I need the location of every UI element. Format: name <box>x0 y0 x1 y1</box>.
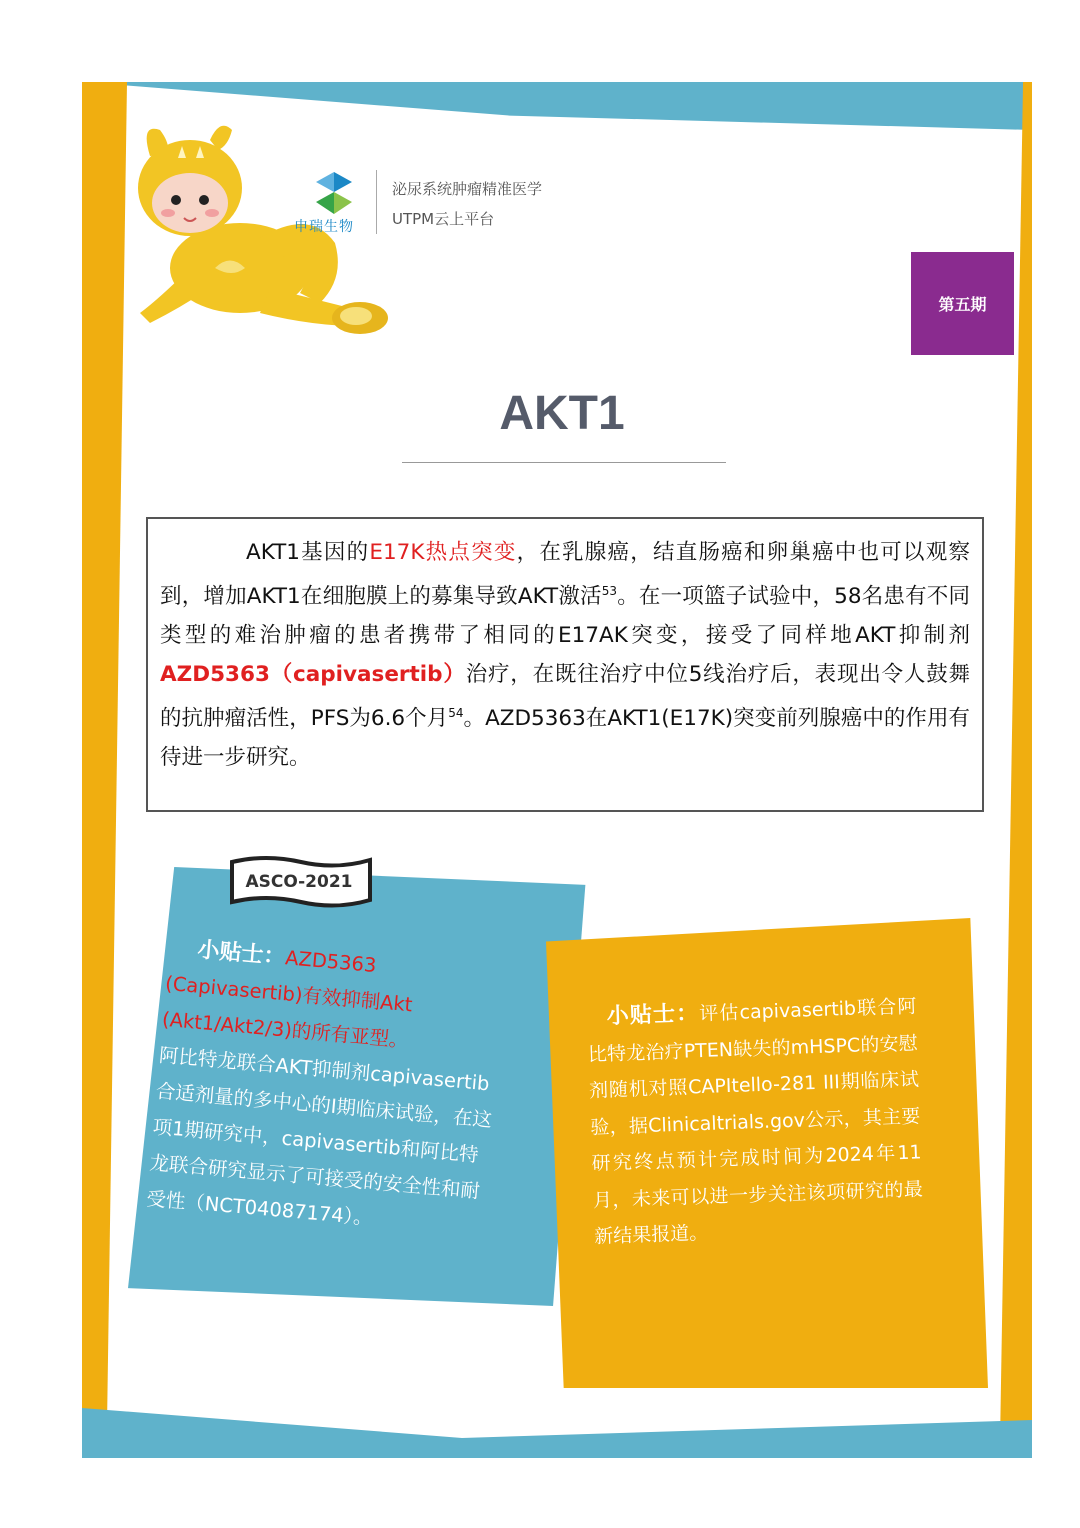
intro-text-box <box>146 517 984 812</box>
header-divider <box>376 170 377 234</box>
hotspot-mutation: E17K热点突变 <box>369 540 517 565</box>
asco-label: ASCO-2021 <box>245 872 353 892</box>
tip-card-left-text <box>145 930 509 1247</box>
tip-highlight: AZD5363 (Capivasertib)有效抑制Akt (Akt1/Akt2/3)的所有亚型。 <box>161 946 414 1053</box>
tip-heading: 小贴士： <box>605 1001 700 1030</box>
title-divider <box>402 462 726 463</box>
company-logo-icon <box>312 170 356 216</box>
intro-text: 治疗，在既往治疗中位5线治疗后，表现出令人鼓舞的抗肿瘤活性，PFS为6.6个月 <box>160 662 970 732</box>
reference-53: 53 <box>601 584 618 598</box>
drug-name: AZD5363（capivasertib） <box>160 662 466 688</box>
intro-text: 。AZD5363在AKT1(E17K)突变前列腺癌中的作用有待进一步研究。 <box>160 706 970 771</box>
header-platform: UTPM云上平台 <box>392 210 495 228</box>
tip-heading: 小贴士： <box>196 937 287 971</box>
issue-tag: 第五期 <box>911 252 1014 355</box>
header-subtitle: 泌尿系统肿瘤精准医学 <box>392 180 543 198</box>
tip-card-right-text <box>586 988 925 1255</box>
mascot-illustration <box>120 118 410 338</box>
tip-body: 阿比特龙联合AKT抑制剂capivasertib合适剂量的多中心的I期临床试验，在这项1期研究中，capivasertib和阿比特龙联合研究显示了可接受的安全性和耐受性（NCT04087174）。 <box>145 1043 493 1230</box>
intro-paragraph <box>160 533 970 777</box>
company-name: 申瑞生物 <box>294 219 354 235</box>
tip-body: 评估capivasertib联合阿比特龙治疗PTEN缺失的mHSPC的安慰剂随机对照CAPItello-281 III期临床试验，据Clinicaltrials.gov公示，其主要研究终点预计完成时间为2024年11月，未来可以进一步关注该项研究的最新结果报道。 <box>587 995 924 1248</box>
intro-text: 。在一项篮子试验中，58名患有不同类型的难治肿瘤的患者携带了相同的E17AK突变，接受了同样地AKT抑制剂 <box>160 584 970 649</box>
intro-text: AKT1基因的 <box>246 540 370 565</box>
page-title: AKT1 <box>499 387 625 440</box>
reference-54: 54 <box>448 706 464 721</box>
frame-bottom-band <box>82 1408 1032 1458</box>
intro-text: ，在乳腺癌，结直肠癌和卵巢癌中也可以观察到，增加AKT1在细胞膜上的募集导致AKT激活 <box>160 540 970 610</box>
